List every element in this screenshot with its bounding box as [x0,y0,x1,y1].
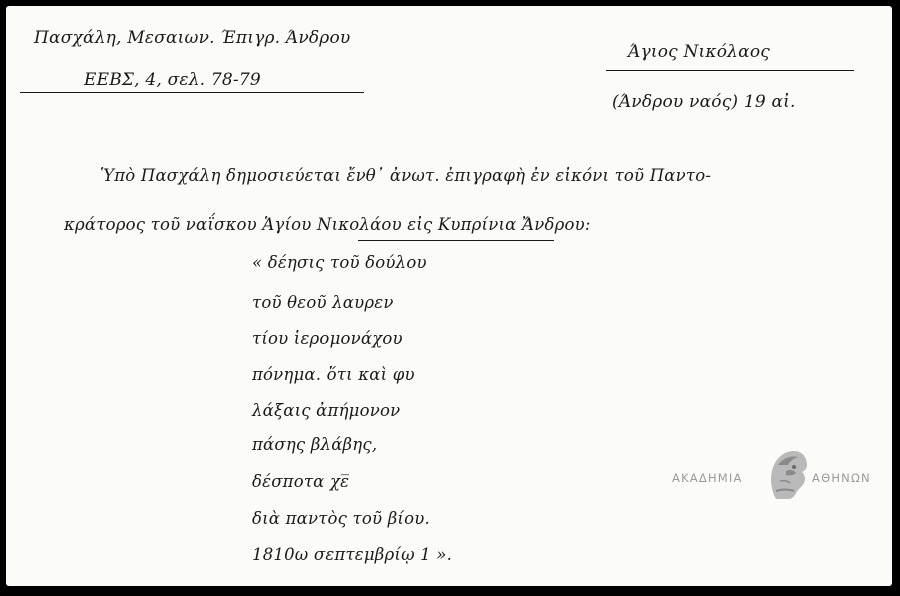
academy-watermark [668,444,894,504]
title-divider [606,70,854,71]
source-divider [20,92,364,93]
location-date: (Άνδρου ναός) 19 αἰ. [612,92,796,112]
inscription-line: λάξαις ἀπήμονον [252,401,401,420]
source-reference-line2: ΕΕΒΣ, 4, σελ. 78-79 [84,70,261,90]
inscription-line: πάσης βλάβης, [252,435,378,454]
source-reference-line1: Πασχάλη, Μεσαιων. Έπιγρ. Άνδρου [34,28,351,48]
inscription-line: τίου ἱερομονάχου [252,329,403,348]
church-name-underline [358,240,554,241]
watermark-left-text: ΑΚΑΔΗΜΙΑ [672,471,743,485]
inscription-line: 1810ω σεπτεμβρίῳ 1 ». [252,545,453,564]
inscription-line: « δέησις τοῦ δούλου [252,253,427,272]
inscription-line: πόνημα. ὅτι καὶ φυ [252,365,415,384]
watermark-right-text: ΑΘΗΝΩΝ [812,471,871,485]
inscription-line: διὰ παντὸς τοῦ βίου. [252,509,430,528]
paragraph-line-2: κράτορος τοῦ ναΐσκου Ἁγίου Νικολάου εἰς Κυπρίνια Ἄνδρου: [64,215,591,234]
inscription-line: τοῦ θεοῦ λαυρεν [252,293,394,312]
inscription-line: δέσποτα χε̅ [252,472,350,491]
paragraph-line-1: Ὑπὸ Πασχάλη δημοσιεύεται ἔνθ᾿ ἀνωτ. ἐπιγραφὴ ἐν εἰκόνι τοῦ Παντο- [100,166,712,185]
athena-head-seal-icon [764,445,812,501]
card-title: Άγιος Νικόλαος [628,42,770,62]
